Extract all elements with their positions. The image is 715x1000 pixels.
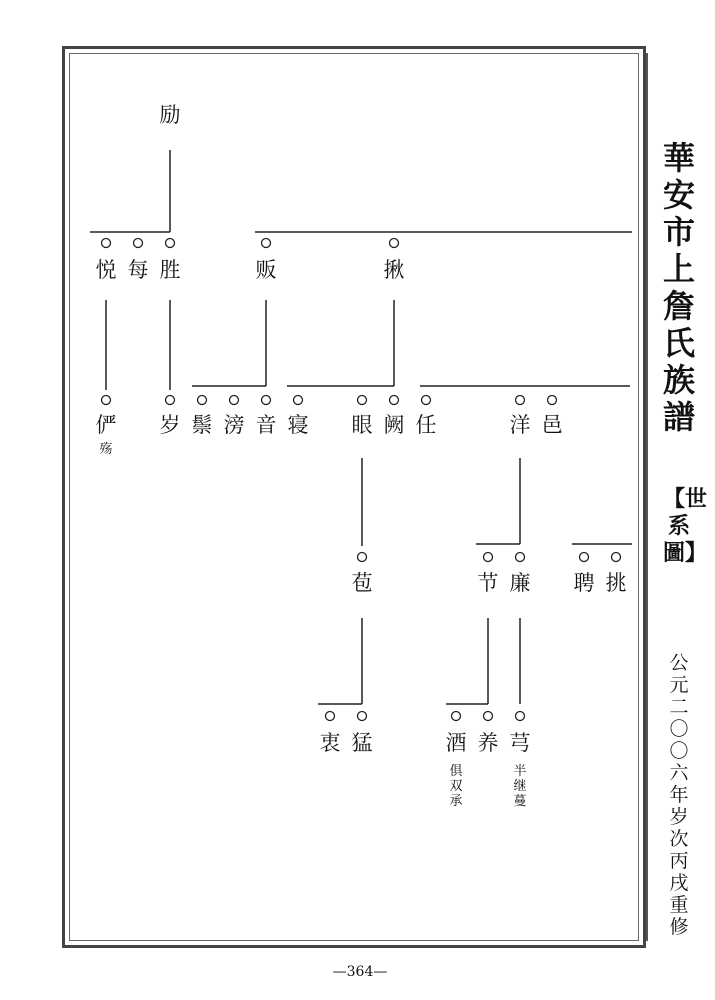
person-qiong: 芎 <box>509 731 531 755</box>
person-yin: 音 <box>255 413 277 437</box>
person-yan2: 眼 <box>351 413 373 437</box>
person-jie: 节 <box>477 571 499 595</box>
person-fan: 贩 <box>255 258 277 282</box>
person-ren: 任 <box>415 413 437 437</box>
person-jiu: 酒 <box>445 731 467 755</box>
person-lian: 廉 <box>509 571 531 595</box>
person-mei: 每 <box>127 258 149 282</box>
person-jue: 阙 <box>383 413 405 437</box>
person-yi: 邑 <box>541 413 563 437</box>
person-sheng: 胜 <box>159 258 181 282</box>
person-li: 励 <box>159 103 181 127</box>
page-number: —364— <box>332 964 388 980</box>
person-sui: 岁 <box>159 413 181 437</box>
person-yang: 洋 <box>509 413 531 437</box>
person-qin: 寝 <box>287 413 309 437</box>
revision-date: 公元二〇〇六年岁次丙戌重修 <box>669 652 689 938</box>
book-title: 華安市上詹氏族譜 <box>662 139 695 436</box>
person-yan: 俨 <box>95 413 117 437</box>
person-zhong: 衷 <box>319 731 341 755</box>
person-pang: 滂 <box>223 413 245 437</box>
person-yang2: 养 <box>477 731 499 755</box>
person-bin: 鬃 <box>191 413 213 437</box>
note-qiong: 半继蔓 <box>513 764 527 809</box>
person-qiao: 揪 <box>383 258 405 282</box>
note-jiu: 俱双承 <box>449 764 463 809</box>
section-title: 【世系圖】 <box>663 486 708 566</box>
note-yan: 殇 <box>99 442 113 457</box>
person-meng: 猛 <box>351 731 373 755</box>
person-yue: 悦 <box>95 258 117 282</box>
person-tiao: 挑 <box>605 571 627 595</box>
person-bao: 苞 <box>351 571 373 595</box>
person-pin: 聘 <box>573 571 595 595</box>
